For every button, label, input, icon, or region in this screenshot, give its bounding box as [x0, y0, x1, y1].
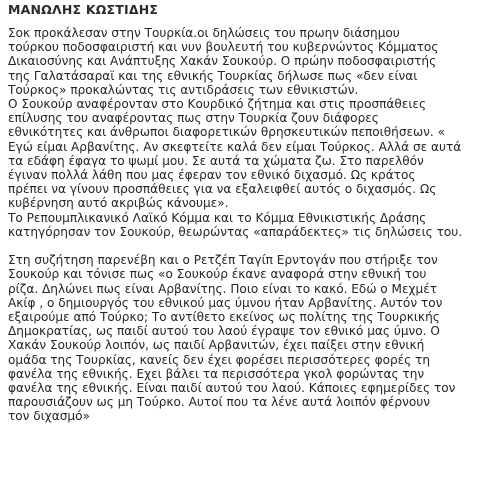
paragraph-line: παρουσιάζουν ως μη Τούρκο. Αυτοί που τα λένε αυτά λοιπόν φέρνουν — [8, 395, 431, 410]
paragraph-line: Σοκ προκάλεσαν στην Τουρκία.οι δηλώσεις του πρωην διάσημου — [8, 26, 400, 40]
paragraph-1 — [8, 26, 480, 239]
paragraph-line: Στη συζήτηση παρενέβη και ο Ρετζέπ Ταγίπ Ερντογάν που στήριξε τον — [8, 253, 438, 268]
paragraph-line: ομάδα της Τουρκίας, κανείς δεν έχει φορέσει περισσότερες φορές τη — [8, 352, 431, 367]
paragraph-line: κατηγόρησαν τον Σουκούρ, θεωρώντας «απαράδεκτες» τις δηλώσεις του. — [8, 224, 463, 239]
paragraph-line: Χακάν Σουκούρ λοιπόν, ως παιδί Αρβανιτών, έχει παίξει στην εθνική — [8, 338, 425, 353]
paragraph-spacer — [8, 239, 480, 253]
paragraph-line: Ακίφ , ο δημιουργός του εθνικού μας ύμνου ήταν Αρβανίτης. Αυτόν τον — [8, 295, 443, 310]
article-author: ΜΑΝΩΛΗΣ ΚΩΣΤΙΔΗΣ — [8, 2, 159, 17]
paragraph-line: επίλυσης του αναφέροντας πως στην Τουρκία ζουν διάφορες — [8, 111, 379, 126]
paragraph-line: Το Ρεπουμπλικανικό Λαϊκό Κόμμα και το Κόμμα Εθνικιστικής Δράσης — [8, 210, 427, 225]
paragraph-line: Δικαιοσύνης και Ανάπτυξης Χακάν Σουκούρ. Ο πρώην ποδοσφαιριστής — [8, 54, 437, 69]
paragraph-line: Τούρκος» προκαλώντας τις αντιδράσεις των εθνικιστών. — [8, 82, 359, 97]
paragraph-2 — [8, 253, 480, 423]
paragraph-line: φανέλα της εθνικής. Εχει βάλει τα περισσότερα γκολ φορώντας την — [8, 366, 425, 381]
article — [8, 2, 480, 424]
paragraph-line: Δημοκρατίας, ως παιδί αυτού του λαού έγραψε τον εθνικό μας ύμνο. Ο — [8, 324, 440, 339]
paragraph-line: της Γαλατάσαραϊ και της εθνικής Τουρκίας δήλωσε πως «δεν είναι — [8, 68, 418, 83]
paragraph-line: Εγώ είμαι Αρβανίτης. Αν σκεφτείτε καλά δεν είμαι Τούρκος. Αλλά σε αυτά — [8, 139, 462, 154]
paragraph-line: Σουκούρ και τόνισε πως «ο Σουκούρ έκανε αναφορά στην εθνική του — [8, 267, 427, 282]
paragraph-line: εξαιρούμε από Τούρκο; Το αντίθετο εκείνος ως πολίτης της Τουρκικής — [8, 310, 440, 325]
paragraph-line: πρέπει να γίνουν προσπάθειες για να εξαλειφθεί αυτός ο διχασμός. Ως — [8, 182, 437, 197]
paragraph-line: φανέλα της εθνικής. Είναι παιδί αυτού του λαού. Κάποιες εφημερίδες τον — [8, 381, 456, 396]
paragraph-line: ρίζα. Δηλώνει πως είναι Αρβανίτης. Ποιο είναι το κακό. Εδώ ο Μεχμέτ — [8, 281, 438, 296]
paragraph-line: εθνικότητες και άνθρωποι διαφορετικών θρησκευτικών πεποιθήσεων. « — [8, 125, 446, 140]
paragraph-line: έγιναν πολλά λάθη που μας έφεραν τον εθνικό διχασμό. Ως κράτος — [8, 168, 416, 183]
paragraph-line: κυβέρνηση αυτό ακριβώς κάνουμε». — [8, 196, 229, 211]
paragraph-line: τούρκου ποδοσφαιριστή και νυν βουλευτή του κυβερνώντος Κόμματος — [8, 40, 439, 55]
paragraph-line: Ο Σουκούρ αναφέρονταν στο Κουρδικό ζήτημα και στις προσπάθειες — [8, 97, 427, 112]
paragraph-line: τα εδάφη έφαγα το ψωμί μου. Σε αυτά τα χώματα ζω. Στο παρελθόν — [8, 153, 424, 168]
paragraph-line: τον διχασμό» — [8, 409, 90, 424]
